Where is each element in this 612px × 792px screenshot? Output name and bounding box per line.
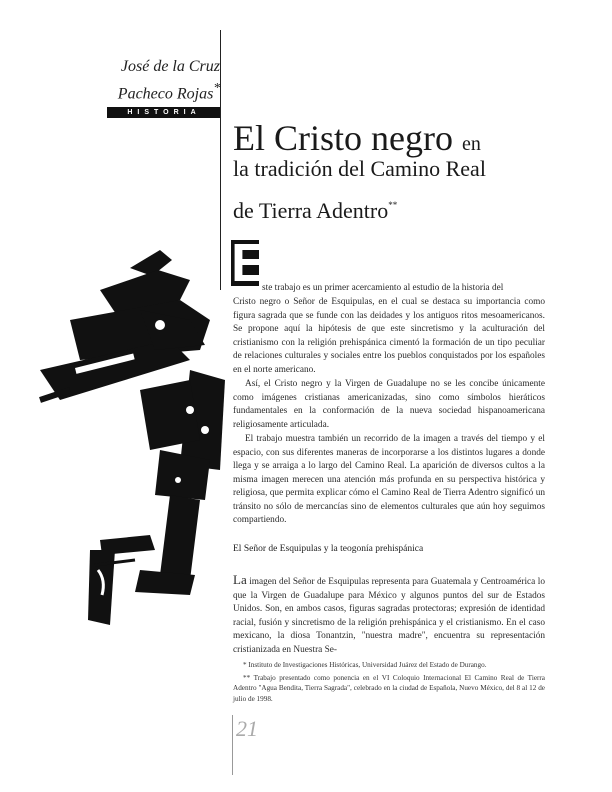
paragraph-4-lead: La (233, 572, 247, 587)
section-subheading: El Señor de Esquipulas y la teogonía prehispánica (233, 544, 424, 554)
article-title: El Cristo negro en (233, 118, 481, 158)
footnote-2: ** Trabajo presentado como ponencia en el VI Coloquio Internacional El Camino Real de Tierra Adentro "Agua Bendita, Tierra Sagrada", celebrado en la ciudad de Española, Nuevo México, del 8 al 12 de julio de 1998. (233, 673, 545, 703)
paragraph-4-text: imagen del Señor de Esquipulas representa para Guatemala y Centroamérica lo que la Virgen de Guadalupe para México y algunos puntos del sur de Estados Unidos. Son, en ambos casos, figuras sagradas protectoras; expresión de identidad racial, fusión y sincretismo de la religión prehispánica y el cristianismo. En el caso mexicano, la diosa Tonantzin, "nuestra madre", encuentra su representación cristianizada en Nuestra Se- (233, 577, 545, 655)
footnotes (233, 660, 545, 706)
deity-illustration (40, 250, 230, 640)
paragraph-2: Así, el Cristo negro y la Virgen de Guadalupe no se les concibe únicamente como imágenes cristianas americanizadas, sino como símbolos hieráticos fundamentales en la conformación de la nueva sociedad hispanoamericana religiosamente articulada. (233, 379, 545, 430)
article-title-line-2: la tradición del Camino Real (233, 156, 486, 181)
folio-rule (232, 715, 233, 775)
drop-cap: E (231, 233, 268, 293)
author-line-2: Pacheco Rojas* (117, 80, 220, 103)
paragraph-1: Cristo negro o Señor de Esquipulas, en el cual se destaca su importancia como figura sagrada que se funde con las deidades y los antiguos ritos mesoamericanos. Se propone aquí la hipótesis de que este sincretismo y la aculturación del cristianismo con la religión prehispánica cimentó la formación de un tipo peculiar de relaciones culturales y sociales entre los pueblos conquistados por los españoles en el norte americano. (233, 297, 545, 375)
paragraph-4 (233, 573, 545, 657)
paragraph-3: El trabajo muestra también un recorrido de la imagen a través del tiempo y el espacio, con sus diferentes maneras de incorporarse a los distintos lugares a donde llega y se arraiga a lo largo del Camino Real. La aparición de diversos cultos a la misma imagen merecen una atención más profunda en su perspectiva histórica y religiosa, que permita explicar cómo el Camino Real de Tierra Adentro significó un tránsito no sólo de mercancías sino de elementos culturales que aún hoy seguimos compartiendo. (233, 434, 545, 525)
author-line-1: José de la Cruz (120, 58, 220, 75)
footnote-1: * Instituto de Investigaciones Históricas, Universidad Juárez del Estado de Durango. (243, 661, 487, 669)
page-number: 21 (236, 716, 258, 741)
section-label: HISTORIA (107, 107, 221, 118)
article-title-line-3: de Tierra Adentro** (233, 198, 398, 223)
paragraph-1-first-line: ste trabajo es un primer acercamiento al estudio de la historia del (262, 283, 504, 293)
